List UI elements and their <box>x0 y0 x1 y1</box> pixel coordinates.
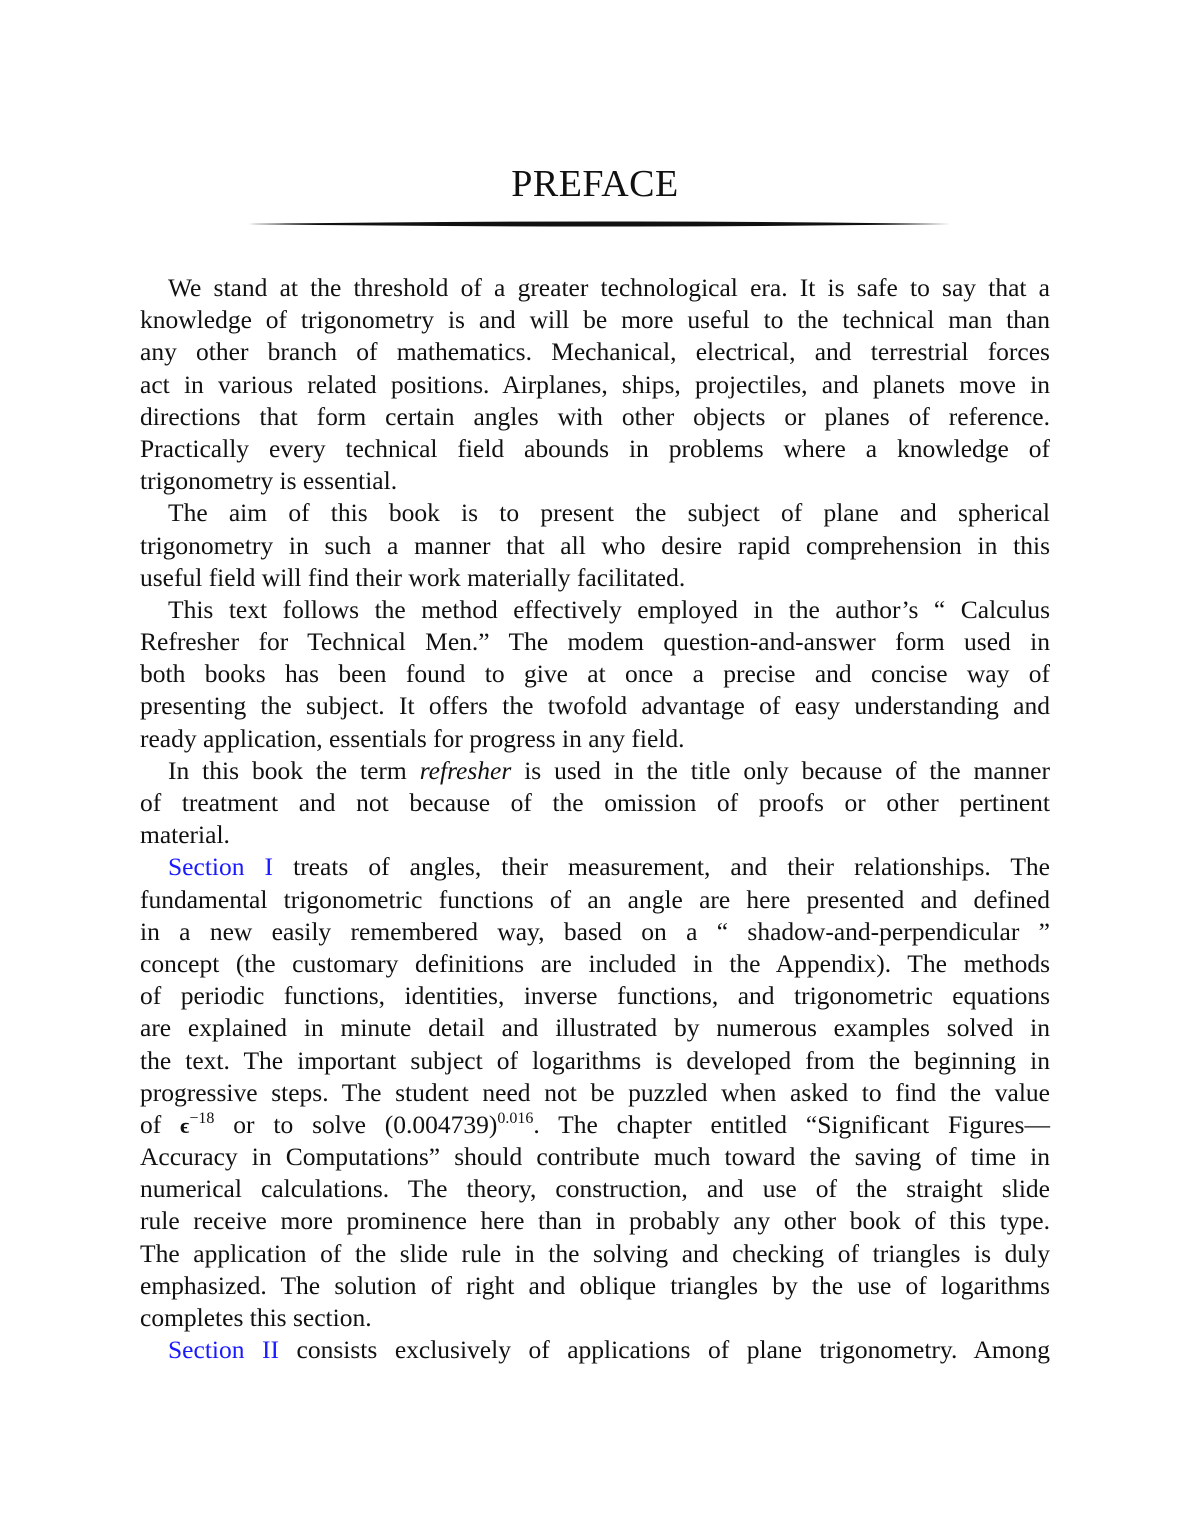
text-segment: is used in the title only because of the manner <box>511 755 1050 785</box>
text-segment: . The chapter entitled “Significant Figures— <box>533 1109 1050 1139</box>
text-line: The aim of this book is to present the subject of plane and spherical <box>168 498 1050 528</box>
text-line: both books has been found to give at once a precise and concise way of <box>140 659 1050 689</box>
text-line: any other branch of mathematics. Mechanical, electrical, and terrestrial forces <box>140 337 1050 367</box>
text-line: trigonometry is essential. <box>140 466 398 496</box>
paragraph-1 <box>140 272 1050 497</box>
section-i-link[interactable]: Section I <box>168 852 274 882</box>
section-ii-link[interactable]: Section II <box>168 1335 279 1365</box>
preface-body <box>140 272 1050 1366</box>
text-line: material. <box>140 820 230 850</box>
text-segment: treats of angles, their measurement, and their relationships. The <box>273 852 1051 882</box>
text-segment: or to solve (0.004739) <box>214 1109 498 1139</box>
text-line <box>140 755 1050 787</box>
text-line: ready application, essentials for progress in any field. <box>140 723 685 753</box>
text-line: emphasized. The solution of right and oblique triangles by the use of logarithms <box>140 1270 1050 1300</box>
italic-term: refresher <box>419 755 512 785</box>
exponent: −18 <box>189 1109 215 1127</box>
text-line: act in various related positions. Airplanes, ships, projectiles, and planets move in <box>140 369 1050 399</box>
paragraph-6 <box>140 1334 1050 1366</box>
paragraph-2 <box>140 497 1050 594</box>
text-line: in a new easily remembered way, based on a “ shadow-and-perpendicular ” <box>140 916 1050 946</box>
text-line: trigonometry in such a manner that all who desire rapid comprehension in this <box>140 530 1050 560</box>
text-line: of periodic functions, identities, inverse functions, and trigonometric equations <box>140 981 1050 1011</box>
text-line: Refresher for Technical Men.” The modem question-and-answer form used in <box>140 627 1050 657</box>
text-line: completes this section. <box>140 1303 372 1332</box>
text-line: concept (the customary definitions are included in the Appendix). The methods <box>140 948 1050 978</box>
text-line: numerical calculations. The theory, construction, and use of the straight slide <box>140 1174 1050 1204</box>
text-line: presenting the subject. It offers the twofold advantage of easy understanding and <box>140 691 1050 721</box>
text-line: of treatment and not because of the omission of proofs or other pertinent <box>140 788 1050 817</box>
text-line: are explained in minute detail and illustrated by numerous examples solved in <box>140 1013 1050 1043</box>
title-rule <box>248 219 950 229</box>
page-title: PREFACE <box>511 163 679 205</box>
text-line: rule receive more prominence here than in probably any other book of this type. <box>140 1206 1050 1236</box>
text-line <box>140 1334 1050 1366</box>
text-line: fundamental trigonometric functions of an angle are here presented and defined <box>140 884 1050 914</box>
text-line: directions that form certain angles with other objects or planes of reference. <box>140 401 1050 431</box>
paragraph-4 <box>140 755 1050 852</box>
text-segment: In this book the term <box>168 755 420 785</box>
epsilon-symbol: ϵ <box>180 1112 190 1138</box>
text-line: Practically every technical field abounds in problems where a knowledge of <box>140 433 1050 463</box>
text-line: We stand at the threshold of a greater technological era. It is safe to say that a <box>168 273 1050 302</box>
text-line <box>140 851 1050 883</box>
text-segment: consists exclusively of applications of plane trigonometry. Among <box>279 1335 1050 1365</box>
text-line: knowledge of trigonometry is and will be more useful to the technical man than <box>140 305 1050 335</box>
math-line <box>140 1109 1050 1141</box>
text-line: the text. The important subject of logarithms is developed from the beginning in <box>140 1045 1050 1075</box>
text-line: The application of the slide rule in the solving and checking of triangles is duly <box>140 1238 1050 1268</box>
paragraph-5 <box>140 851 1050 1334</box>
text-segment: of <box>140 1109 181 1139</box>
text-line: useful field will find their work materially facilitated. <box>140 562 686 592</box>
paragraph-3 <box>140 594 1050 755</box>
exponent: 0.016 <box>497 1109 534 1127</box>
text-line: This text follows the method effectively employed in the author’s “ Calculus <box>168 594 1050 624</box>
text-line: progressive steps. The student need not be puzzled when asked to find the value <box>140 1077 1050 1107</box>
text-line: Accuracy in Computations” should contribute much toward the saving of time in <box>140 1142 1050 1172</box>
